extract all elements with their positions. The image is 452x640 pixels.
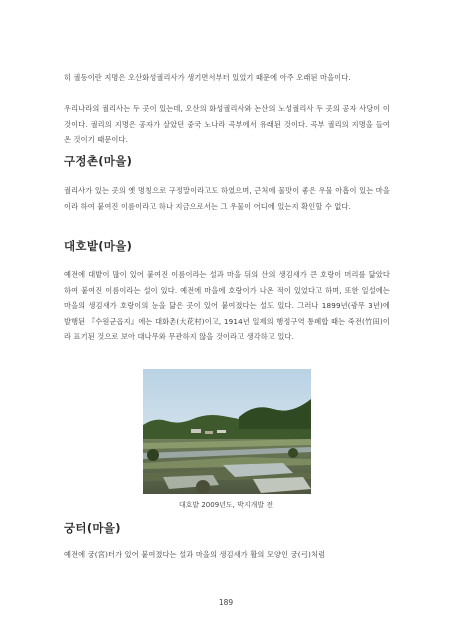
intro-paragraph-2: 우리나라의 궐리사는 두 곳이 있는데, 오산의 화성궐리사와 논산의 노성궐리사 두 곳의 공자 사당이 이것이다. 궐리의 지명은 공자가 살았던 중국 노나라 곡부에서 유래된 것이다. 곡부 궐리의 지명을 들여온 것이기 때문이다. bbox=[64, 104, 390, 145]
section-text-daehobat: 예전에 대밭이 많이 있어 붙여진 이름이라는 설과 마을 뒤의 산의 생김새가 큰 호랑이 머리를 닮았다 하여 붙여진 이름이라는 설이 있다. 예전에 마을에 호랑이가 나온 적이 있었다고 하며, 또한 일설에는 마을의 생김새가 호랑이의 눈을 닮은 곳이 있어 붙여졌다는 설도 있다. 그러나 1899년(광무 3년)에 발행된 『수원군읍지』에는 대화촌(大花村)이고, 1914년 일제의 행정구역 통폐합 때는 죽전(竹田)이라 표기된 것으로 보아 대나무와 무관하지 않을 것이라고 생각하고 있다. bbox=[64, 270, 390, 342]
intro-paragraph-1: 히 궐동이란 지명은 오산화성궐리사가 생기면서부터 있었기 때문에 아주 오래된 마을이다. bbox=[64, 73, 351, 82]
photo-daehobat-village bbox=[143, 369, 311, 494]
section-heading-daehobat: 대호밭(마을) bbox=[64, 239, 133, 253]
section-heading-gujeongchon: 구정촌(마을) bbox=[64, 154, 133, 168]
section-text-gujeongchon: 궐리사가 있는 곳의 옛 명칭으로 구정말이라고도 하였으며, 근처에 물맛이 좋은 우물 아홉이 있는 마을이라 하여 붙여진 이름이라고 하나 지금으로서는 그 우물이 어디에 있는지 확인할 수 없다. bbox=[64, 186, 390, 211]
section-text-gungteo: 예전에 궁(宮)터가 있어 붙여졌다는 설과 마을의 생김새가 활의 모양인 궁(弓)처럼 bbox=[64, 550, 326, 559]
photo-caption: 대호밭 2009년도, 박지개발 전 bbox=[178, 501, 274, 509]
page-number: 189 bbox=[218, 598, 234, 607]
section-heading-gungteo: 궁터(마을) bbox=[64, 521, 121, 535]
